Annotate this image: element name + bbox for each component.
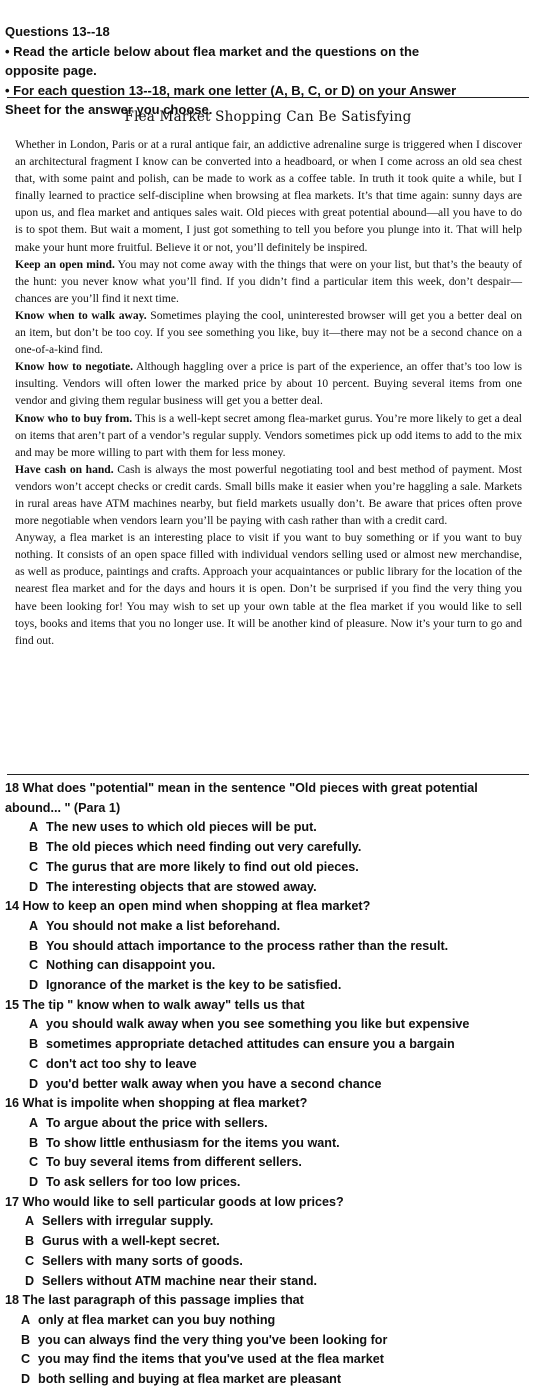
- option-letter: D: [21, 1372, 31, 1387]
- option-letter: D: [25, 1273, 35, 1288]
- answer-option[interactable]: [0, 1350, 541, 1370]
- option-text: Gurus with a well-kept secret.: [42, 1234, 220, 1249]
- option-text: The gurus that are more likely to find out old pieces.: [46, 859, 359, 874]
- option-text: you'd better walk away when you have a second chance: [46, 1076, 382, 1091]
- paragraph-lead: Keep an open mind.: [15, 258, 115, 271]
- answer-option[interactable]: [0, 858, 541, 878]
- question-stem: 18 What does "potential" mean in the sentence "Old pieces with great potential abound... " (Para 1): [5, 781, 478, 815]
- paragraph-text: This is a well-kept secret among flea-market gurus. You’re more likely to get a deal on items that aren’t part of a vendor’s regular supply. Vendors sometimes pick up odd items to add to the mix and may be more willing to part with them for less money.: [15, 412, 522, 459]
- question-stem: 18 The last paragraph of this passage implies that: [5, 1293, 304, 1308]
- option-letter: D: [29, 1175, 39, 1190]
- option-letter: B: [21, 1332, 31, 1347]
- question-stem: 14 How to keep an open mind when shopping at flea market?: [5, 899, 371, 914]
- answer-option[interactable]: [0, 976, 541, 996]
- option-text: don't act too shy to leave: [46, 1056, 197, 1071]
- answer-option[interactable]: [0, 1035, 541, 1055]
- question-stem: 15 The tip " know when to walk away" tells us that: [5, 997, 305, 1012]
- option-letter: C: [25, 1253, 35, 1268]
- option-letter: A: [29, 820, 39, 835]
- answer-option[interactable]: [0, 818, 541, 838]
- article-paragraph: [15, 359, 522, 410]
- article-body: [15, 137, 522, 650]
- option-text: Nothing can disappoint you.: [46, 958, 216, 973]
- option-letter: C: [21, 1352, 31, 1367]
- option-letter: C: [29, 958, 39, 973]
- option-letter: B: [29, 1135, 39, 1150]
- option-letter: D: [29, 879, 39, 894]
- option-letter: A: [29, 918, 39, 933]
- option-text: both selling and buying at flea market are pleasant: [38, 1372, 342, 1387]
- option-text: You should attach importance to the process rather than the result.: [46, 938, 449, 953]
- instructions-line: Sheet for the answer you choose.: [5, 102, 213, 117]
- option-letter: A: [29, 1017, 39, 1032]
- instructions-heading: Questions 13--18: [5, 24, 110, 39]
- answer-option[interactable]: [0, 1212, 541, 1232]
- option-text: you should walk away when you see something you like but expensive: [46, 1017, 470, 1032]
- answer-option[interactable]: [0, 1055, 541, 1075]
- article-box: [7, 100, 529, 773]
- instructions-line: opposite page.: [5, 63, 97, 78]
- answer-option[interactable]: [0, 1015, 541, 1035]
- option-text: Sellers without ATM machine near their stand.: [42, 1273, 318, 1288]
- option-letter: B: [29, 840, 39, 855]
- answer-option[interactable]: [0, 917, 541, 937]
- question-stem: 17 Who would like to sell particular goods at low prices?: [5, 1194, 344, 1209]
- answer-option[interactable]: [0, 1272, 541, 1292]
- answer-option[interactable]: [0, 1232, 541, 1252]
- paragraph-lead: Know when to walk away.: [15, 309, 147, 322]
- option-letter: C: [29, 1155, 39, 1170]
- option-letter: D: [29, 1076, 39, 1091]
- option-text: Sellers with many sorts of goods.: [42, 1253, 243, 1268]
- option-text: you can always find the very thing you've been looking for: [38, 1332, 388, 1347]
- option-letter: B: [29, 938, 39, 953]
- article-bottom-divider: [7, 774, 529, 775]
- option-text: only at flea market can you buy nothing: [38, 1312, 276, 1327]
- answer-option[interactable]: [0, 878, 541, 898]
- paragraph-text: Cash is always the most powerful negotiating tool and best method of payment. Most vendors won’t accept checks or credit cards. Small bills make it easier when you’re haggling a sale. Markets in rural areas have ATM machines nearby, but field markets usually don’t. Be aware that prices often prove more negotiable when vendors learn you’ll be paying with cash rather than with a credit card.: [15, 463, 522, 528]
- article-top-divider: [7, 97, 529, 98]
- option-letter: A: [25, 1214, 35, 1229]
- answer-option[interactable]: [0, 1075, 541, 1095]
- answer-option[interactable]: [0, 1173, 541, 1193]
- question-stem: 16 What is impolite when shopping at flea market?: [5, 1096, 308, 1111]
- answer-option[interactable]: [0, 1252, 541, 1272]
- instructions-line: • Read the article below about flea market and the questions on the: [5, 43, 420, 59]
- option-text: The interesting objects that are stowed away.: [46, 879, 317, 894]
- option-text: you may find the items that you've used at the flea market: [38, 1352, 384, 1367]
- option-letter: B: [29, 1037, 39, 1052]
- option-text: To show little enthusiasm for the items you want.: [46, 1135, 340, 1150]
- answer-option[interactable]: [0, 1311, 541, 1331]
- option-letter: B: [25, 1234, 35, 1249]
- paragraph-text: Whether in London, Paris or at a rural antique fair, an addictive adrenaline surge is triggered when I discover an architectural fragment I know can be converted into a headboard, or when I come across an old sea chest that, with some paint and polish, can be made to work as a coffee table. In truth it took quite a while, but I finally learned to practice self-discipline when browsing at flea markets. It’s that time again: sunny days are upon us, and flea market and antiques sales wait. Old pieces with great potential abound—all you have to do is to spot them. But wait a moment, I just got something to tell you before you plunge into it. That will help make your hunt more fruitful. Believe it or not, you’ll definitely be inspired.: [15, 139, 522, 254]
- option-letter: A: [21, 1312, 31, 1327]
- option-letter: C: [29, 859, 39, 874]
- paragraph-text: Although haggling over a price is part of the experience, an offer that’s too low is insulting. Vendors will often lower the marked price by about 10 percent. Buying several items from one vendor and giving them regular business will get you a better deal.: [15, 361, 523, 408]
- paragraph-lead: Have cash on hand.: [15, 463, 114, 476]
- paragraph-lead: Know who to buy from.: [15, 412, 133, 425]
- answer-option[interactable]: [0, 1134, 541, 1154]
- paragraph-text: You may not come away with the things that were on your list, but that’s the beauty of the hunt: you never know what you’ll find. If you didn’t find a particular item this week, don’t despair—chances are you’ll find it next time.: [15, 258, 522, 305]
- article-paragraph: [15, 530, 522, 650]
- article-paragraph: [15, 411, 522, 462]
- option-letter: D: [29, 978, 39, 993]
- answer-option[interactable]: [0, 838, 541, 858]
- option-text: Ignorance of the market is the key to be satisfied.: [46, 978, 342, 993]
- answer-option[interactable]: [0, 1114, 541, 1134]
- option-text: To ask sellers for too low prices.: [46, 1175, 241, 1190]
- article-title: Flea Market Shopping Can Be Satisfying: [124, 109, 412, 125]
- paragraph-text: Sometimes playing the cool, uninterested browser will get you a better deal on an item, but don’t be too coy. If you see something you like, buy it—there may not be a second chance on a one-of-a-kind find.: [15, 309, 523, 357]
- option-text: The old pieces which need finding out very carefully.: [46, 840, 362, 855]
- paragraph-text: Anyway, a flea market is an interesting place to visit if you want to buy something or if you want to buy nothing. It consists of an open space filled with individual vendors selling used or almost new merchandise, as well as produce, paintings and crafts. Approach your acquaintances or public library for the location of the nearest flea market and for the days and hours it is open. Don’t be surprised if you find the very thing you have been looking for! You may wish to set up your own table at the flea market if you would like to sell toys, books and items that you no longer use. It will be another kind of pleasure. Now it’s your turn to go and find out.: [15, 532, 522, 647]
- option-letter: A: [29, 1115, 39, 1130]
- article-paragraph: [15, 257, 522, 308]
- option-text: To buy several items from different sellers.: [46, 1155, 302, 1170]
- paragraph-lead: Know how to negotiate.: [15, 361, 134, 374]
- option-text: sometimes appropriate detached attitudes can ensure you a bargain: [46, 1037, 455, 1052]
- option-text: The new uses to which old pieces will be put.: [46, 820, 317, 835]
- option-letter: C: [29, 1056, 39, 1071]
- option-text: To argue about the price with sellers.: [46, 1115, 268, 1130]
- article-paragraph: [15, 137, 522, 257]
- answer-option[interactable]: [0, 1331, 541, 1351]
- question-list: [0, 779, 541, 1390]
- article-paragraph: [15, 462, 522, 530]
- instructions-line: • For each question 13--18, mark one letter (A, B, C, or D) on your Answer: [5, 82, 457, 98]
- answer-option[interactable]: [0, 956, 541, 976]
- answer-option[interactable]: [0, 1153, 541, 1173]
- article-paragraph: [15, 308, 522, 359]
- option-text: Sellers with irregular supply.: [42, 1214, 214, 1229]
- answer-option[interactable]: [0, 937, 541, 957]
- option-text: You should not make a list beforehand.: [46, 918, 281, 933]
